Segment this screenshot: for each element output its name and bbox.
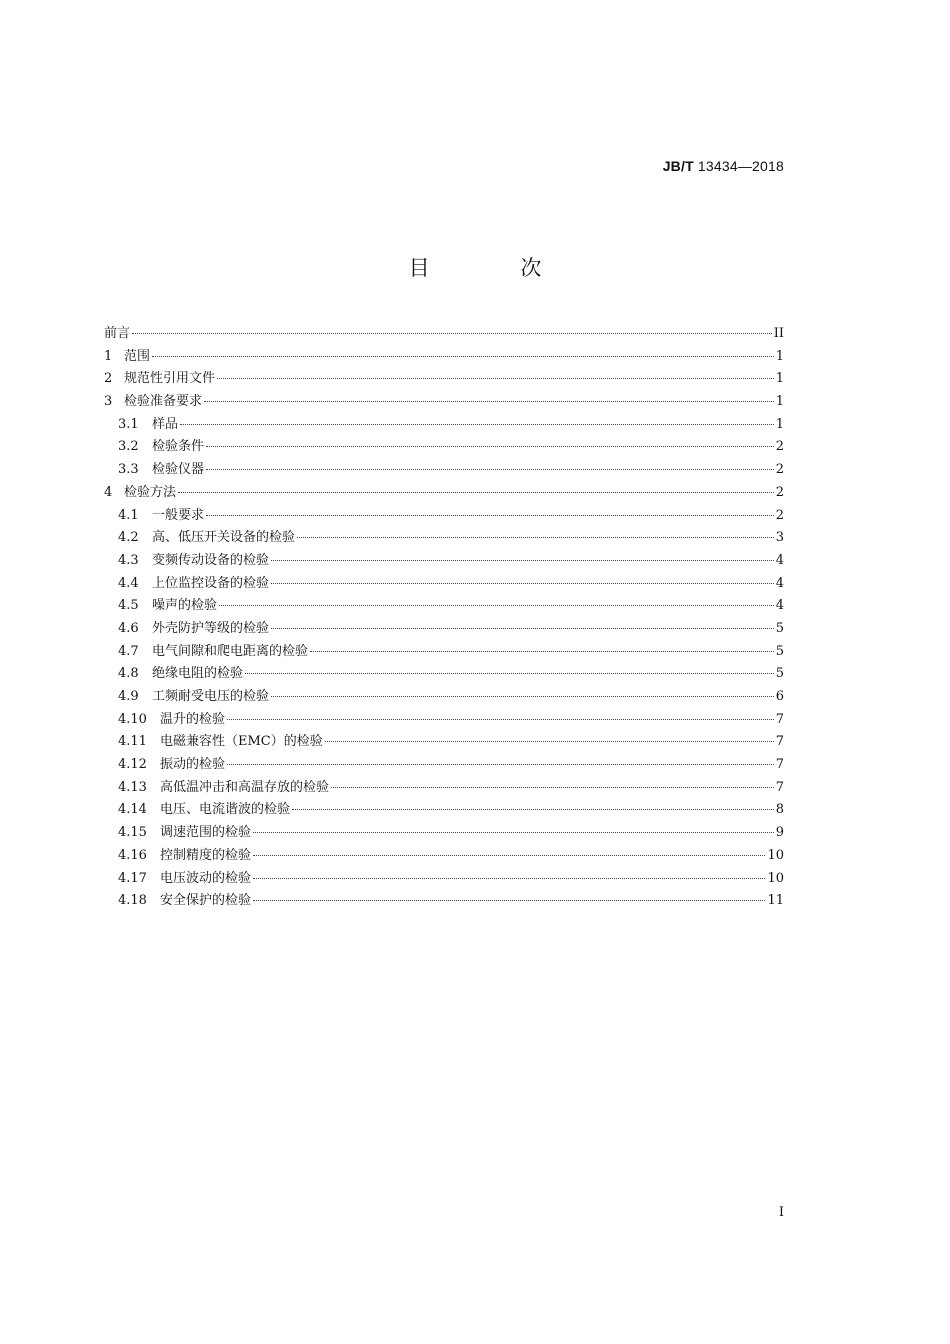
toc-entry-label: 前言 (104, 326, 131, 341)
toc-entry-page: 6 (775, 689, 784, 704)
toc-entry-label: 上位监控设备的检验 (152, 575, 270, 591)
toc-leader-dots (245, 673, 774, 674)
toc-entry-page: 7 (775, 711, 784, 727)
toc-entry[interactable] (104, 322, 784, 345)
toc-entry-number: 4.4 (118, 575, 139, 591)
toc-entry-page: 7 (775, 734, 784, 750)
toc-entry-number: 4.3 (118, 552, 139, 568)
toc-entry-number: 3.2 (118, 439, 139, 455)
toc-entry[interactable] (104, 730, 784, 753)
toc-entry[interactable] (104, 889, 784, 912)
toc-entry[interactable] (104, 549, 784, 572)
toc-entry-page: 1 (775, 416, 784, 432)
toc-entry[interactable] (104, 594, 784, 617)
toc-entry-label: 范围 (124, 348, 151, 364)
page-number: I (778, 1205, 784, 1220)
toc-entry-label: 噪声的检验 (152, 598, 218, 614)
toc-entry[interactable] (104, 413, 784, 436)
toc-entry-page: 9 (775, 825, 784, 841)
toc-entry[interactable] (104, 776, 784, 799)
toc-entry-label: 振动的检验 (160, 757, 226, 773)
toc-leader-dots (253, 855, 765, 856)
toc-entry-number: 4.13 (118, 779, 147, 795)
toc-leader-dots (271, 583, 774, 584)
toc-entry-page: 10 (767, 870, 784, 886)
toc-entry-number: 4.9 (118, 689, 139, 704)
toc-entry-page: 1 (775, 371, 784, 387)
toc-entry-label: 电压、电流谐波的检验 (160, 802, 291, 818)
toc-entry[interactable] (104, 504, 784, 527)
toc-entry-number: 3.1 (118, 416, 139, 432)
toc-entry-page: 5 (775, 666, 784, 682)
toc-leader-dots (227, 764, 774, 765)
toc-entry-label: 样品 (152, 416, 179, 432)
toc-entry-label: 检验仪器 (152, 462, 205, 478)
toc-leader-dots (271, 628, 774, 629)
toc-leader-dots (271, 696, 774, 697)
toc-entry[interactable] (104, 345, 784, 368)
toc-entry-number: 4 (104, 484, 113, 500)
toc-entry[interactable] (104, 435, 784, 458)
toc-entry[interactable] (104, 617, 784, 640)
standard-code (663, 158, 784, 174)
toc-entry-page: 5 (775, 620, 784, 636)
toc-entry-page: 8 (775, 802, 784, 818)
toc-entry-page: 10 (767, 847, 784, 863)
toc-leader-dots (297, 537, 774, 538)
toc-entry-label: 温升的检验 (160, 711, 226, 727)
toc-entry-number: 1 (104, 348, 113, 364)
toc-entry[interactable] (104, 662, 784, 685)
toc-leader-dots (132, 333, 772, 334)
toc-entry-page: 5 (775, 643, 784, 659)
toc-entry-label: 高低温冲击和高温存放的检验 (160, 779, 330, 795)
toc-entry-page: 7 (775, 757, 784, 773)
toc-entry-number: 4.15 (118, 825, 147, 841)
toc-entry-number: 4.7 (118, 643, 139, 659)
toc-entry-label: 检验方法 (124, 484, 177, 500)
toc-entry-label: 规范性引用文件 (124, 371, 216, 387)
toc-entry-label: 安全保护的检验 (160, 893, 252, 909)
toc-leader-dots (206, 446, 774, 447)
toc-entry-label: 检验条件 (152, 439, 205, 455)
toc-entry[interactable] (104, 390, 784, 413)
toc-leader-dots (217, 378, 774, 379)
toc-entry-number: 4.2 (118, 530, 139, 546)
toc-entry-number: 3 (104, 394, 113, 410)
toc-leader-dots (325, 741, 774, 742)
toc-entry-label: 电磁兼容性（EMC）的检验 (160, 734, 323, 750)
toc-leader-dots (253, 900, 765, 901)
toc-entry[interactable] (104, 753, 784, 776)
toc-entry-label: 外壳防护等级的检验 (152, 620, 270, 636)
toc-entry-number: 4.5 (118, 598, 139, 614)
toc-leader-dots (152, 356, 774, 357)
toc-entry[interactable] (104, 685, 784, 708)
toc-entry[interactable] (104, 867, 784, 890)
toc-entry-page: 4 (775, 575, 784, 591)
toc-leader-dots (310, 651, 774, 652)
toc-entry-page: 3 (775, 530, 784, 546)
toc-entry-number: 4.1 (118, 507, 139, 523)
toc-entry-page: 4 (775, 598, 784, 614)
toc-entry-number: 4.17 (118, 870, 147, 886)
toc-entry-label: 变频传动设备的检验 (152, 552, 270, 568)
toc-leader-dots (206, 515, 774, 516)
toc-entry-number: 4.16 (118, 847, 147, 863)
standard-code-prefix: JB/T (662, 158, 694, 174)
toc-entry-number: 2 (104, 371, 113, 387)
toc-leader-dots (253, 878, 765, 879)
toc-entry-label: 电气间隙和爬电距离的检验 (152, 643, 309, 659)
toc-entry-page: II (773, 326, 784, 341)
toc-entry-label: 检验准备要求 (124, 394, 203, 410)
toc-entry-page: 2 (775, 507, 784, 523)
toc-entry-page: 2 (775, 462, 784, 478)
toc-leader-dots (331, 787, 774, 788)
toc-entry[interactable] (104, 458, 784, 481)
toc-leader-dots (206, 469, 774, 470)
toc-entry-number: 4.14 (118, 802, 147, 818)
toc-leader-dots (204, 401, 774, 402)
toc-entry-label: 一般要求 (152, 507, 205, 523)
toc-entry-number: 4.12 (118, 757, 147, 773)
toc-entry-number: 4.8 (118, 666, 139, 682)
toc-entry-page: 2 (775, 439, 784, 455)
table-of-contents (104, 322, 784, 912)
toc-entry[interactable] (104, 572, 784, 595)
toc-leader-dots (178, 492, 774, 493)
toc-entry[interactable] (104, 367, 784, 390)
toc-entry-label: 控制精度的检验 (160, 847, 252, 863)
toc-entry-page: 1 (775, 394, 784, 410)
toc-entry[interactable] (104, 798, 784, 821)
toc-entry-number: 4.10 (118, 711, 147, 727)
toc-entry-number: 4.11 (118, 734, 147, 750)
toc-entry-label: 工频耐受电压的检验 (152, 689, 270, 704)
toc-entry-page: 2 (775, 484, 784, 500)
toc-leader-dots (271, 560, 774, 561)
toc-entry[interactable] (104, 640, 784, 663)
toc-entry[interactable] (104, 844, 784, 867)
toc-leader-dots (227, 719, 774, 720)
standard-code-number: 13434—2018 (697, 158, 784, 174)
toc-entry-label: 高、低压开关设备的检验 (152, 530, 296, 546)
toc-entry-number: 3.3 (118, 462, 139, 478)
toc-entry-page: 7 (775, 779, 784, 795)
toc-entry-label: 绝缘电阻的检验 (152, 666, 244, 682)
toc-entry[interactable] (104, 821, 784, 844)
toc-leader-dots (219, 605, 774, 606)
toc-entry[interactable] (104, 481, 784, 504)
toc-entry[interactable] (104, 708, 784, 731)
toc-entry-label: 电压波动的检验 (160, 870, 252, 886)
toc-entry-number: 4.18 (118, 893, 147, 909)
toc-entry-number: 4.6 (118, 620, 139, 636)
toc-entry-page: 4 (775, 552, 784, 568)
toc-leader-dots (180, 424, 774, 425)
toc-entry-page: 11 (767, 893, 784, 909)
toc-entry[interactable] (104, 526, 784, 549)
toc-entry-page: 1 (775, 348, 784, 364)
toc-entry-label: 调速范围的检验 (160, 825, 252, 841)
page-title: 目 次 (408, 256, 584, 280)
toc-leader-dots (292, 809, 774, 810)
toc-leader-dots (253, 832, 774, 833)
